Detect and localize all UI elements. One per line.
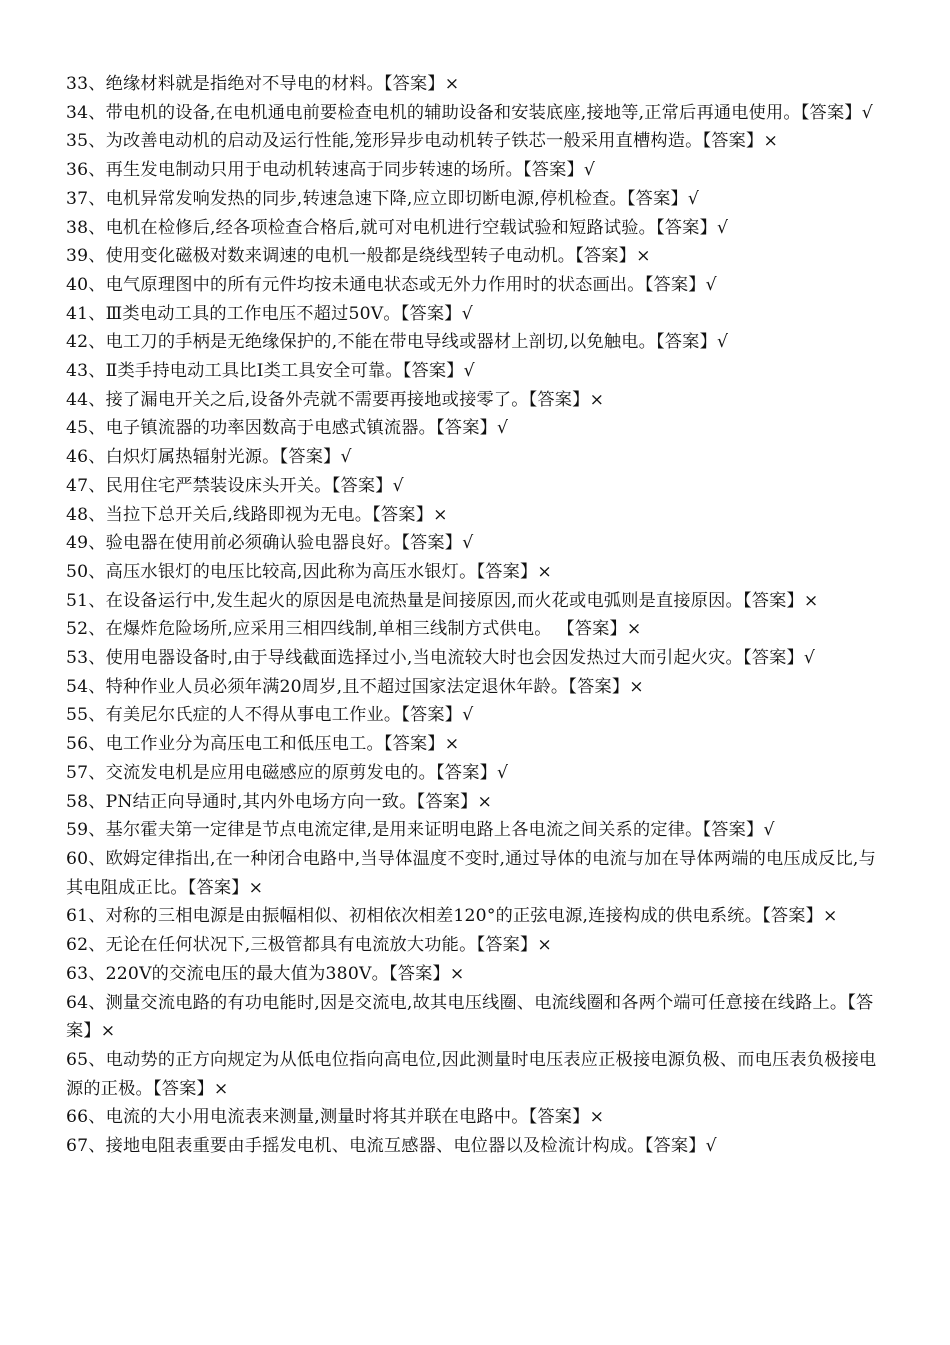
question-item: 59、基尔霍夫第一定律是节点电流定律,是用来证明电路上各电流之间关系的定律。【答案】√: [66, 820, 775, 841]
question-item: 38、电机在检修后,经各项检查合格后,就可对电机进行空载试验和短路试验。【答案】√: [66, 217, 729, 238]
question-item: 36、再生发电制动只用于电动机转速高于同步转速的场所。【答案】√: [66, 160, 596, 181]
question-item: 61、对称的三相电源是由振幅相似、初相依次相差120°的正弦电源,连接构成的供电系统。【答案】×: [66, 906, 838, 927]
question-item: 46、白炽灯属热辐射光源。【答案】√: [66, 447, 352, 468]
question-item: 62、无论在任何状况下,三极管都具有电流放大功能。【答案】×: [66, 935, 553, 956]
question-item: 67、接地电阻表重要由手摇发电机、电流互感器、电位器以及检流计构成。【答案】√: [66, 1136, 717, 1157]
question-item: 48、当拉下总开关后,线路即视为无电。【答案】×: [66, 504, 448, 525]
question-item: 55、有美尼尔氏症的人不得从事电工作业。【答案】√: [66, 705, 474, 726]
question-item: 43、Ⅱ类手持电动工具比Ⅰ类工具安全可靠。【答案】√: [66, 361, 475, 382]
question-item: 41、Ⅲ类电动工具的工作电压不超过50V。【答案】√: [66, 303, 473, 324]
question-item: 49、验电器在使用前必须确认验电器良好。【答案】√: [66, 533, 474, 554]
question-item: 40、电气原理图中的所有元件均按未通电状态或无外力作用时的状态画出。【答案】√: [66, 274, 717, 295]
question-item: 52、在爆炸危险场所,应采用三相四线制,单相三线制方式供电。 【答案】×: [66, 619, 642, 640]
question-item: 63、220V的交流电压的最大值为380V。【答案】×: [66, 963, 465, 984]
question-item: 66、电流的大小用电流表来测量,测量时将其并联在电路中。【答案】×: [66, 1107, 605, 1128]
question-item: 56、电工作业分为高压电工和低压电工。【答案】×: [66, 734, 460, 755]
question-item: 60、欧姆定律指出,在一种闭合电路中,当导体温度不变时,通过导体的电流与加在导体两端的电压成反比,与其电阻成正比。【答案】×: [66, 848, 876, 898]
question-item: 65、电动势的正方向规定为从低电位指向高电位,因此测量时电压表应正极接电源负极、而电压表负极接电源的正极。【答案】×: [66, 1049, 877, 1099]
question-item: 58、PN结正向导通时,其内外电场方向一致。【答案】×: [66, 791, 493, 812]
question-item: 54、特种作业人员必须年满20周岁,且不超过国家法定退休年龄。【答案】×: [66, 676, 644, 697]
question-item: 37、电机异常发响发热的同步,转速急速下降,应立即切断电源,停机检查。【答案】√: [66, 188, 699, 209]
question-item: 51、在设备运行中,发生起火的原因是电流热量是间接原因,而火花或电弧则是直接原因。【答案】×: [66, 590, 819, 611]
question-item: 45、电子镇流器的功率因数高于电感式镇流器。【答案】√: [66, 418, 509, 439]
question-item: 64、测量交流电路的有功电能时,因是交流电,故其电压线圈、电流线圈和各两个端可任意接在线路上。【答案】×: [66, 992, 874, 1042]
question-item: 35、为改善电动机的启动及运行性能,笼形异步电动机转子铁芯一般采用直槽构造。【答案】×: [66, 131, 779, 152]
question-item: 33、绝缘材料就是指绝对不导电的材料。【答案】×: [66, 74, 460, 94]
question-item: 47、民用住宅严禁装设床头开关。【答案】√: [66, 475, 404, 496]
question-list: [0, 70, 950, 1161]
question-item: 42、电工刀的手柄是无绝缘保护的,不能在带电导线或器材上剖切,以免触电。【答案】√: [66, 332, 729, 353]
question-item: 39、使用变化磁极对数来调速的电机一般都是绕线型转子电动机。【答案】×: [66, 246, 651, 267]
question-item: 34、带电机的设备,在电机通电前要检查电机的辅助设备和安装底座,接地等,正常后再通电使用。【答案】√: [66, 102, 873, 123]
question-item: 53、使用电器设备时,由于导线截面选择过小,当电流较大时也会因发热过大而引起火灾。【答案】√: [66, 648, 816, 669]
question-item: 50、高压水银灯的电压比较高,因此称为高压水银灯。【答案】×: [66, 561, 553, 582]
question-item: 44、接了漏电开关之后,设备外壳就不需要再接地或接零了。【答案】×: [66, 389, 605, 410]
question-item: 57、交流发电机是应用电磁感应的原剪发电的。【答案】√: [66, 762, 509, 783]
